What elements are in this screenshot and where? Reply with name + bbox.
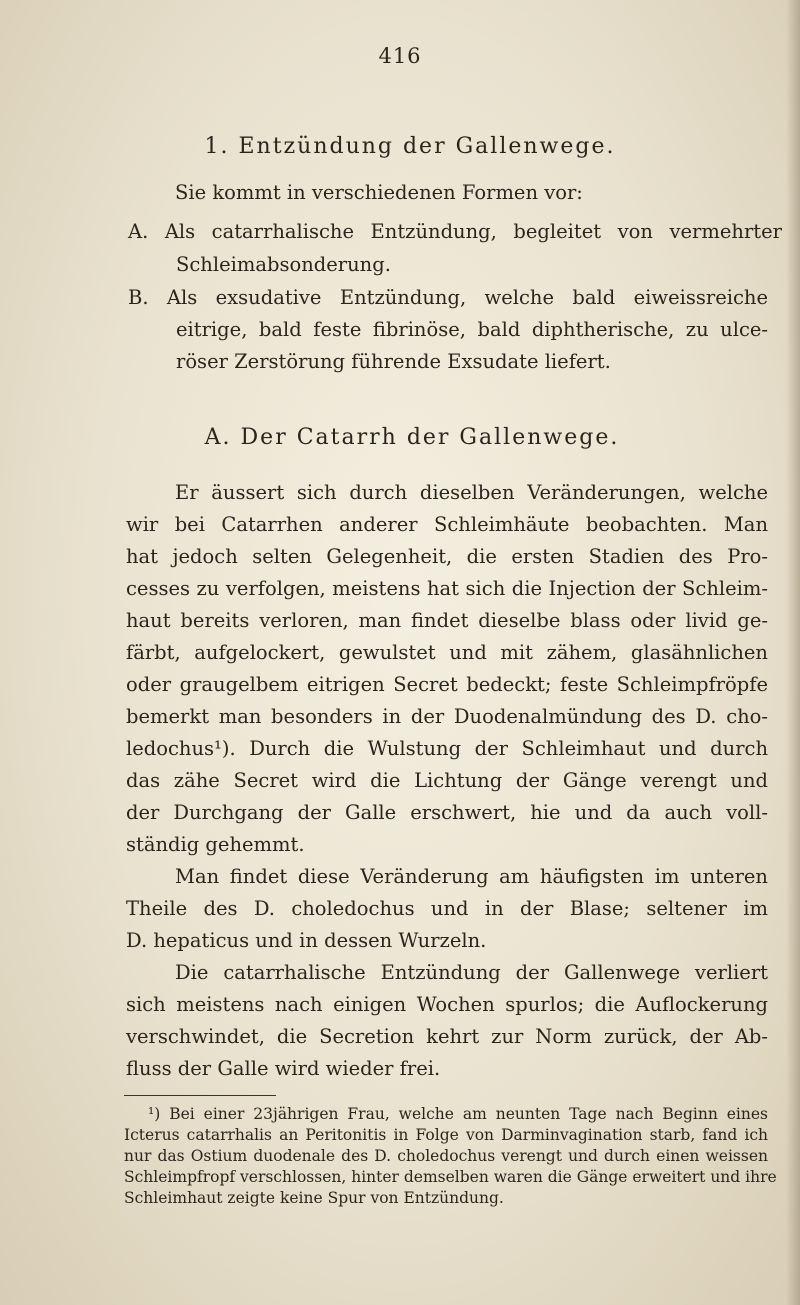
body-line: D. hepaticus und in dessen Wurzeln. [126, 929, 487, 952]
footnote-line: ¹) Bei einer 23jährigen Frau, welche am neunten Tage nach Beginn eines [148, 1105, 768, 1123]
body-line: Theile des D. choledochus und in der Blase; seltener im [126, 897, 768, 920]
body-line: Die catarrhalische Entzündung der Gallenwege verliert [175, 961, 768, 984]
body-line: oder graugelbem eitrigen Secret bedeckt; feste Schleimpfröpfe [126, 673, 768, 696]
intro-line: Sie kommt in verschiedenen Formen vor: [175, 181, 583, 204]
footnote-line: Icterus catarrhalis an Peritonitis in Folge von Darminvagination starb, fand ich [124, 1126, 768, 1144]
footnote-rule [124, 1095, 276, 1096]
body-line: bemerkt man besonders in der Duodenalmündung des D. cho- [126, 705, 768, 728]
body-line: wir bei Catarrhen anderer Schleimhäute beobachten. Man [126, 513, 768, 536]
list-item-b: B. Als exsudative Entzündung, welche bald eiweissreiche [128, 286, 768, 309]
footnote-line: Schleimhaut zeigte keine Spur von Entzündung. [124, 1189, 504, 1207]
list-item-b-cont: eitrige, bald feste fibrinöse, bald diphtherische, zu ulce- [176, 318, 768, 341]
body-line: sich meistens nach einigen Wochen spurlos; die Auflockerung [126, 993, 768, 1016]
body-line: verschwindet, die Secretion kehrt zur Norm zurück, der Ab- [126, 1025, 768, 1048]
footnote-line: Schleimpfropf verschlossen, hinter demselben waren die Gänge erweitert und ihre [124, 1168, 777, 1186]
footnote-line: nur das Ostium duodenale des D. choledochus verengt und durch einen weissen [124, 1147, 768, 1165]
body-line: färbt, aufgelockert, gewulstet und mit zähem, glasähnlichen [126, 641, 768, 664]
body-line: haut bereits verloren, man findet dieselbe blass oder livid ge- [126, 609, 768, 632]
body-line: Man findet diese Veränderung am häufigsten im unteren [175, 865, 768, 888]
body-line: der Durchgang der Galle erschwert, hie und da auch voll- [126, 801, 768, 824]
list-item-b-end: röser Zerstörung führende Exsudate liefert. [176, 350, 611, 373]
body-line: ständig gehemmt. [126, 833, 305, 856]
list-item-a: A. Als catarrhalische Entzündung, begleitet von vermehrter [128, 220, 782, 243]
body-line: cesses zu verfolgen, meistens hat sich die Injection der Schleim- [126, 577, 768, 600]
body-line: ledochus¹). Durch die Wulstung der Schleimhaut und durch [126, 737, 768, 760]
body-line: fluss der Galle wird wieder frei. [126, 1057, 441, 1080]
list-item-a-cont: Schleimabsonderung. [176, 253, 391, 276]
page-edge-shadow [786, 0, 800, 1305]
page-number: 416 [378, 44, 422, 68]
body-line: Er äussert sich durch dieselben Veränderungen, welche [175, 481, 768, 504]
section-heading-catarrh: A. Der Catarrh der Gallenwege. [204, 425, 620, 450]
section-heading-inflammation: 1. Entzündung der Gallenwege. [204, 134, 616, 159]
body-line: hat jedoch selten Gelegenheit, die ersten Stadien des Pro- [126, 545, 768, 568]
body-line: das zähe Secret wird die Lichtung der Gänge verengt und [126, 769, 768, 792]
